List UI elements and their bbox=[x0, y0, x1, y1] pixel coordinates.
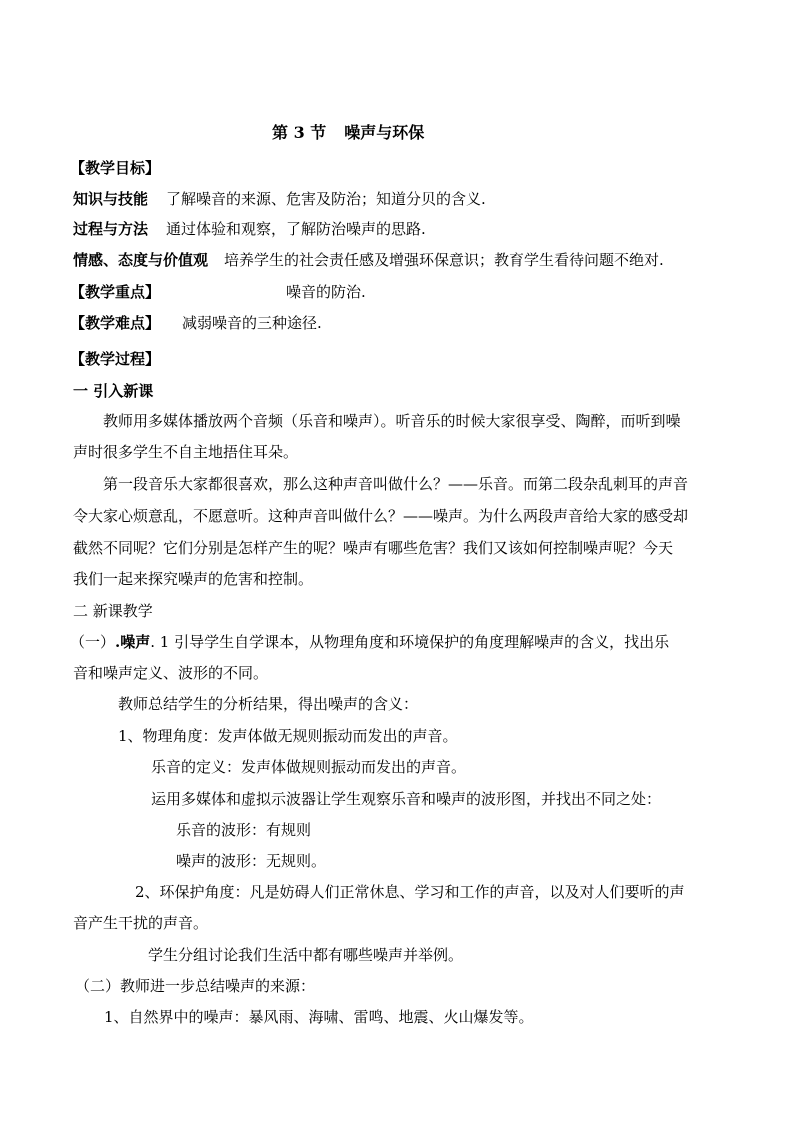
physical-definition: 1、物理角度：发声体做无规则振动而发出的声音。 bbox=[118, 727, 458, 745]
objective-emotion bbox=[73, 250, 664, 270]
objective-process-label: 过程与方法 bbox=[73, 220, 149, 238]
music-definition: 乐音的定义：发声体做规则振动而发出的声音。 bbox=[151, 758, 467, 776]
part1-text: . 1 引导学生自学课本，从物理角度和环境保护的角度理解噪声的含义，找出乐 bbox=[150, 633, 670, 651]
objective-emotion-text: 培养学生的社会责任感及增强环保意识；教育学生看待问题不绝对. bbox=[224, 251, 664, 269]
difficulty-label: 【教学难点】 bbox=[70, 314, 161, 332]
intro-p2-line4: 我们一起来探究噪声的危害和控制。 bbox=[73, 570, 314, 588]
difficulty-point bbox=[70, 313, 322, 333]
objective-knowledge-text: 了解噪音的来源、危害及防治；知道分贝的含义. bbox=[166, 190, 486, 208]
key-point-label: 【教学重点】 bbox=[70, 283, 161, 301]
part1-label: .噪声 bbox=[115, 633, 151, 651]
objective-emotion-label: 情感、态度与价值观 bbox=[73, 251, 209, 269]
intro-p2-line3: 截然不同呢？它们分别是怎样产生的呢？噪声有哪些危害？我们又该如何控制噪声呢？今天 bbox=[73, 539, 674, 557]
discussion-line: 学生分组讨论我们生活中都有哪些噪声并举例。 bbox=[148, 946, 464, 964]
part1-line1 bbox=[70, 632, 669, 652]
section-number: 第 3 节 bbox=[272, 123, 327, 142]
summary-line: 教师总结学生的分析结果，得出噪声的含义： bbox=[118, 695, 419, 713]
key-point-text: 噪音的防治. bbox=[286, 283, 366, 301]
intro-p2-line2: 令大家心烦意乱，不愿意听。这种声音叫做什么？——噪声。为什么两段声音给大家的感受却 bbox=[73, 507, 689, 525]
objective-process bbox=[73, 219, 426, 239]
difficulty-text: 减弱噪音的三种途径. bbox=[182, 314, 322, 332]
objective-process-text: 通过体验和观察，了解防治噪声的思路. bbox=[166, 220, 426, 238]
env-definition-line1: 2、环保护角度：凡是妨碍人们正常休息、学习和工作的声音，以及对人们要听的声 bbox=[135, 883, 685, 901]
objective-knowledge bbox=[73, 189, 486, 209]
noise-waveform: 噪声的波形：无规则。 bbox=[176, 852, 327, 870]
intro-p2-line1: 第一段音乐大家都很喜欢，那么这种声音叫做什么？——乐音。而第二段杂乱刺耳的声音 bbox=[103, 475, 689, 493]
objective-knowledge-label: 知识与技能 bbox=[73, 190, 149, 208]
part1-prefix: （一） bbox=[70, 633, 116, 651]
env-definition-line2: 音产生干扰的声音。 bbox=[73, 914, 209, 932]
intro-p1-line1: 教师用多媒体播放两个音频（乐音和噪声）。听音乐的时候大家很享受、陶醉，而听到噪 bbox=[103, 412, 681, 430]
objectives-heading: 【教学目标】 bbox=[70, 159, 161, 177]
page-title bbox=[272, 123, 424, 143]
key-point bbox=[70, 282, 366, 302]
intro-p1-line2: 声时很多学生不自主地捂住耳朵。 bbox=[73, 443, 299, 461]
nature-noise-line: 1、自然界中的噪声：暴风雨、海啸、雷鸣、地震、火山爆发等。 bbox=[104, 1008, 534, 1026]
music-waveform: 乐音的波形：有规则 bbox=[176, 821, 312, 839]
section-new-heading: 二 新课教学 bbox=[73, 602, 153, 620]
multimedia-line: 运用多媒体和虚拟示波器让学生观察乐音和噪声的波形图，并找出不同之处： bbox=[151, 790, 662, 808]
part2-heading: （二）教师进一步总结噪声的来源： bbox=[75, 977, 316, 995]
part1-line2: 音和噪声定义、波形的不同。 bbox=[73, 664, 269, 682]
process-heading: 【教学过程】 bbox=[70, 350, 161, 368]
section-name: 噪声与环保 bbox=[344, 123, 425, 142]
section-intro-heading: 一 引入新课 bbox=[73, 382, 154, 400]
